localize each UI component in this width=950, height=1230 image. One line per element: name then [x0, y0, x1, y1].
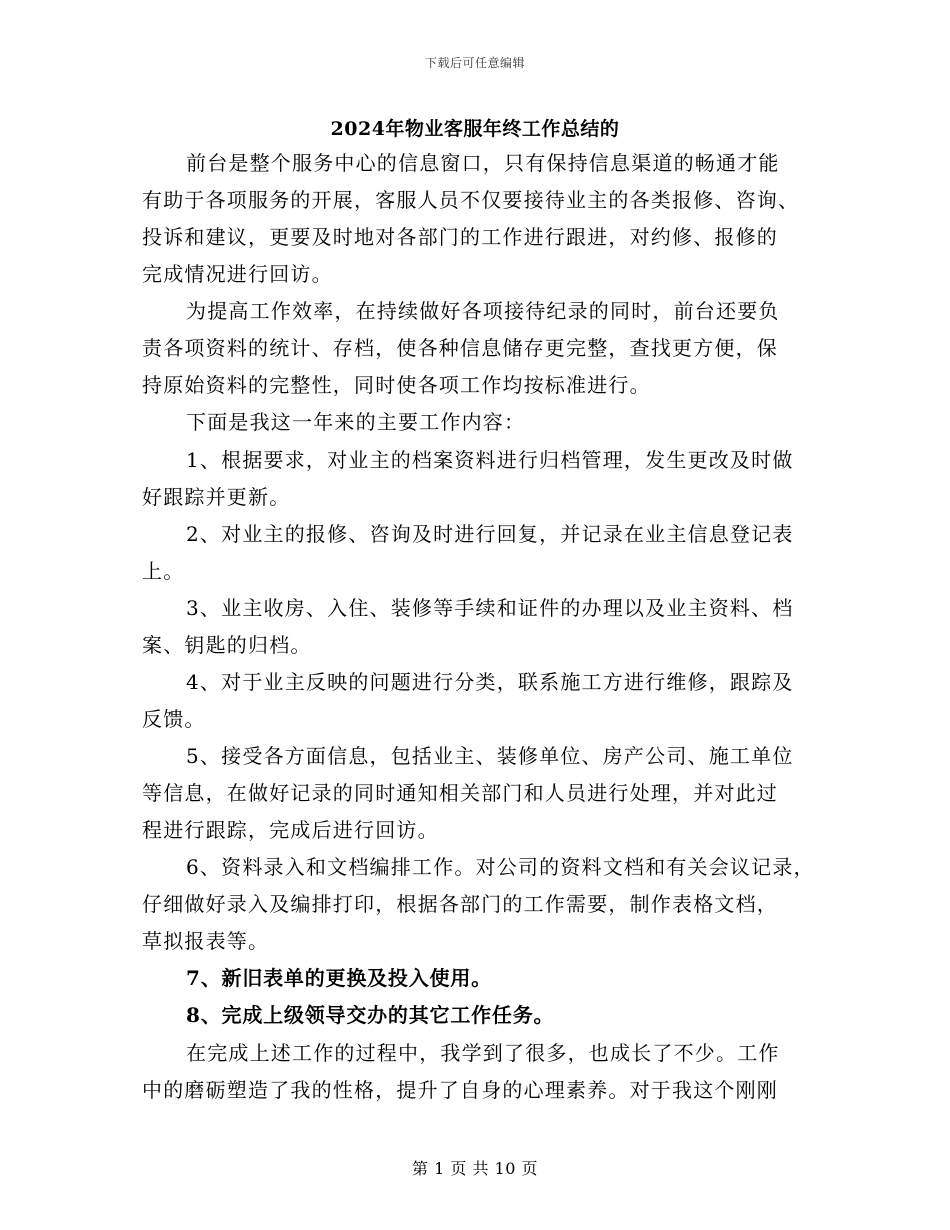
body-line: 3、业主收房、入住、装修等手续和证件的办理以及业主资料、档 [186, 596, 794, 620]
body-line: 反馈。 [142, 707, 206, 731]
body-line: 下面是我这一年来的主要工作内容： [186, 410, 526, 434]
body-line: 前台是整个服务中心的信息窗口，只有保持信息渠道的畅通才能 [186, 151, 780, 175]
body-line: 程进行跟踪，完成后进行回访。 [142, 818, 439, 842]
body-line: 投诉和建议，更要及时地对各部门的工作进行跟进，对约修、报修的 [142, 225, 778, 249]
page-footer: 第 1 页 共 10 页 [412, 1159, 538, 1178]
body-line: 上。 [142, 559, 185, 583]
body-line: 中的磨砺塑造了我的性格，提升了自身的心理素养。对于我这个刚刚 [142, 1078, 778, 1102]
document-title: 2024年物业客服年终工作总结的 [330, 118, 620, 140]
body-line: 4、对于业主反映的问题进行分类，联系施工方进行维修，跟踪及 [186, 670, 794, 694]
body-line: 有助于各项服务的开展，客服人员不仅要接待业主的各类报修、咨询、 [142, 188, 800, 212]
body-line: 等信息，在做好记录的同时通知相关部门和人员进行处理，并对此过 [142, 781, 778, 805]
body-line: 持原始资料的完整性，同时使各项工作均按标准进行。 [142, 373, 651, 397]
body-line-bold: 7、新旧表单的更换及投入使用。 [186, 966, 492, 990]
body-line: 责各项资料的统计、存档，使各种信息储存更完整，查找更方便，保 [142, 336, 778, 360]
body-line: 完成情况进行回访。 [142, 262, 333, 286]
body-line: 为提高工作效率，在持续做好各项接待纪录的同时，前台还要负 [186, 299, 780, 323]
body-line: 1、根据要求，对业主的档案资料进行归档管理，发生更改及时做 [186, 448, 794, 472]
body-line: 6、资料录入和文档编排工作。对公司的资料文档和有关会议记录， [186, 855, 815, 879]
body-line: 好跟踪并更新。 [142, 485, 291, 509]
page-header-note: 下载后可任意编辑 [424, 56, 525, 70]
body-line: 草拟报表等。 [142, 929, 270, 953]
body-line: 仔细做好录入及编排打印，根据各部门的工作需要，制作表格文档， [142, 892, 778, 916]
body-line: 2、对业主的报修、咨询及时进行回复，并记录在业主信息登记表 [186, 522, 794, 546]
body-line-bold: 8、完成上级领导交办的其它工作任务。 [186, 1003, 555, 1027]
body-line: 案、钥匙的归档。 [142, 633, 312, 657]
body-line: 在完成上述工作的过程中，我学到了很多，也成长了不少。工作 [186, 1041, 780, 1065]
body-line: 5、接受各方面信息，包括业主、装修单位、房产公司、施工单位 [186, 744, 794, 768]
